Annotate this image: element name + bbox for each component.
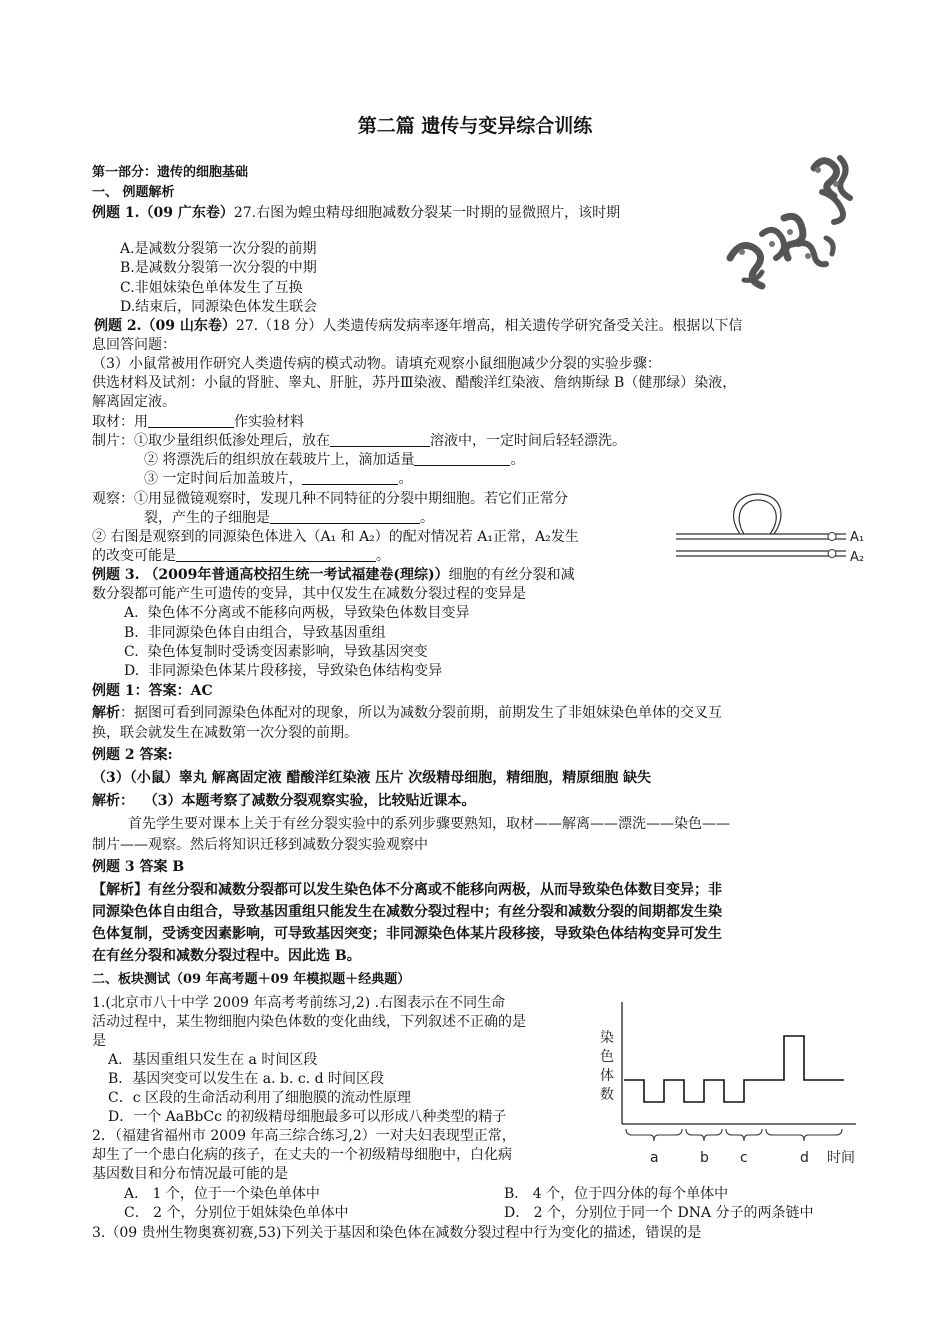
t2-option-d: D． 2 个，分别位于同一个 DNA 分子的两条链中 bbox=[504, 1205, 814, 1221]
section-heading-1: 一、 例题解析 bbox=[92, 185, 175, 200]
answer-3-head: 例题 3 答案 B bbox=[92, 859, 185, 875]
t1-option-a: A．基因重组只发生在 a 时间区段 bbox=[108, 1052, 318, 1068]
q2-line-3: （3）小鼠常被用作研究人类遗传病的模式动物。请填充观察小鼠细胞减少分裂的实验步骤： bbox=[92, 356, 661, 372]
section-heading-2: 二、板块测试（09 年高考题＋09 年模拟题＋经典题） bbox=[92, 972, 411, 987]
q1-option-b: B.是减数分裂第一次分裂的中期 bbox=[120, 260, 317, 276]
y-axis-label bbox=[600, 1029, 614, 1103]
q3-line-2: 数分裂都可能产生可遗传的变异，其中仅发生在减数分裂过程的变异是 bbox=[92, 586, 526, 602]
blank-change[interactable] bbox=[176, 547, 376, 562]
t1-option-c: C．c 区段的生命活动利用了细胞膜的流动性原理 bbox=[108, 1090, 412, 1106]
t1-line-1: 1.(北京市八十中学 2009 年高考考前练习,2) .右图表示在不同生命 bbox=[92, 995, 506, 1011]
t1-option-b: B．基因突变可以发生在 a. b. c. d 时间区段 bbox=[108, 1071, 385, 1087]
series-line bbox=[624, 1036, 844, 1102]
t2-option-c: C． 2 个，分别位于姐妹染色单体中 bbox=[124, 1205, 349, 1221]
q3-b-text: 非同源染色体自由组合，导致基因重组 bbox=[147, 625, 386, 641]
answer-1-line-1 bbox=[92, 704, 722, 723]
category-label: d bbox=[800, 1150, 809, 1166]
make1-suffix: 溶液中，一定时间后轻轻漂洗。 bbox=[430, 433, 626, 449]
q3-head: 例题 3. （2009年普通高校招生统一考试福建卷(理综)） bbox=[92, 567, 449, 583]
q2-make-2 bbox=[144, 451, 524, 470]
category-bracket bbox=[626, 1129, 682, 1141]
make2-prefix: ② 将漂洗后的组织放在载玻片上，滴加适量 bbox=[144, 452, 415, 468]
answer-1-line-2: 换，联会就发生在减数第一次分裂的前期。 bbox=[92, 725, 358, 741]
q2-line-5: 解离固定液。 bbox=[92, 394, 176, 410]
q1-option-d: D.结束后，同源染色体发生联会 bbox=[120, 299, 318, 315]
q3-option-d bbox=[124, 662, 442, 681]
answer-2-text: （3）本题考察了减数分裂观察实验，比较贴近课本。 bbox=[143, 793, 476, 809]
q1-head: 例题 1.（09 广东卷） bbox=[92, 205, 234, 221]
answer-2-line: （3）（小鼠）睾丸 解离固定液 醋酸洋红染液 压片 次级精母细胞，精细胞，精原细胞 缺失 bbox=[92, 770, 652, 786]
blank-solution[interactable] bbox=[330, 432, 430, 447]
make2-suffix: 。 bbox=[510, 452, 525, 468]
obs4-suffix: 。 bbox=[376, 548, 390, 564]
q3-option-c bbox=[124, 643, 428, 662]
answer-1-head: 例题 1：答案：AC bbox=[92, 683, 213, 699]
t2-option-b: B． 4 个，位于四分体的每个单体中 bbox=[504, 1186, 729, 1202]
q1-option-c: C.非姐妹染色单体发生了互换 bbox=[120, 280, 303, 296]
page-title: 第二篇 遗传与变异综合训练 bbox=[357, 115, 593, 137]
y-axis-label-char: 体 bbox=[600, 1068, 614, 1084]
blank-material[interactable] bbox=[148, 413, 234, 428]
q2-obs-2 bbox=[144, 509, 434, 528]
q2-line-2: 息回答问题： bbox=[92, 337, 176, 353]
q3-option-b bbox=[124, 624, 386, 643]
q2-make-3 bbox=[144, 470, 412, 489]
t2-line-3: 基因数目和分布情况最可能的是 bbox=[92, 1166, 288, 1182]
answer-2-para-1: 首先学生要对课本上关于有丝分裂实验中的系列步骤要熟知，取材——解离——漂洗——染色—— bbox=[128, 816, 730, 832]
category-brackets bbox=[626, 1129, 842, 1166]
y-axis-label-char: 色 bbox=[600, 1049, 614, 1065]
answer-1-text-a: ：据图可看到同源染色体配对的现象，所以为减数分裂前期，前期发生了非姐妹染色单体的交叉互 bbox=[120, 705, 722, 721]
label-a2: A₂ bbox=[850, 550, 865, 565]
answer-3-line-4: 在有丝分裂和减数分裂过程中。因此选 B。 bbox=[92, 948, 361, 964]
t3-line-1: 3.（09 贵州生物奥赛初赛,53)下列关于基因和染色体在减数分裂过程中行为变化的描述，错误的是 bbox=[92, 1225, 702, 1241]
q2-take bbox=[92, 413, 304, 432]
q2-head: 例题 2.（09 山东卷） bbox=[94, 318, 236, 334]
t1-line-2: 活动过程中，某生物细胞内染色体数的变化曲线，下列叙述不正确的是 bbox=[92, 1014, 526, 1030]
blank-stain[interactable] bbox=[414, 451, 510, 466]
category-bracket bbox=[686, 1129, 722, 1141]
y-axis-label-char: 数 bbox=[600, 1087, 614, 1103]
t1-line-3: 是 bbox=[92, 1033, 106, 1049]
obs2-prefix: 裂，产生的子细胞是 bbox=[144, 510, 270, 526]
q1-option-a: A.是减数分裂第一次分裂的前期 bbox=[120, 241, 317, 257]
answer-1-label: 解析 bbox=[92, 705, 120, 721]
chart-axes bbox=[622, 1002, 856, 1124]
t1-option-d: D．一个 AaBbCc 的初级精母细胞最多可以形成八种类型的精子 bbox=[108, 1109, 507, 1125]
q2-obs-3: ② 右图是观察到的同源染色体进入（A₁ 和 A₂）的配对情况若 A₁正常，A₂发生 bbox=[92, 529, 579, 545]
part-heading: 第一部分：遗传的细胞基础 bbox=[92, 165, 249, 180]
chromosome-micrograph bbox=[722, 148, 866, 294]
q2-stem: 27.（18 分）人类遗传病发病率逐年增高，相关遗传学研究备受关注。根据以下信 bbox=[235, 318, 743, 334]
q3-d-letter: D. bbox=[124, 663, 140, 679]
q3-a-text: 染色体不分离或不能移向两极，导致染色体数目变异 bbox=[147, 605, 470, 621]
q3-c-letter: C. bbox=[124, 644, 139, 660]
take-prefix: 取材：用 bbox=[92, 414, 148, 430]
answer-3-line-3: 色体复制，受诱变因素影响，可导致基因突变；非同源染色体某片段移接，导致染色体结构变异可发生 bbox=[92, 926, 722, 942]
answer-2-analysis bbox=[92, 792, 476, 811]
category-label: a bbox=[650, 1150, 659, 1166]
q3-a-letter: A. bbox=[124, 605, 139, 621]
t2-option-a: A． 1 个，位于一个染色单体中 bbox=[124, 1186, 320, 1202]
make1-prefix: 制片：①取少量组织低渗处理后，放在 bbox=[92, 433, 330, 449]
obs4-prefix: 的改变可能是 bbox=[92, 548, 176, 564]
q3-d-text: 非同源染色体某片段移接，导致染色体结构变异 bbox=[148, 663, 443, 679]
q1-stem: 27.右图为蝗虫精母细胞减数分裂某一时期的显微照片，该时期 bbox=[233, 205, 621, 221]
category-bracket bbox=[726, 1129, 762, 1141]
answer-2-head: 例题 2 答案: bbox=[92, 747, 173, 763]
make3-suffix: 。 bbox=[398, 471, 413, 487]
answer-3-line-1: 【解析】有丝分裂和减数分裂都可以发生染色体不分离或不能移向两极，从而导致染色体数目变异；非 bbox=[92, 882, 722, 898]
q2-line-1 bbox=[94, 317, 742, 336]
q3-c-text: 染色体复制时受诱变因素影响，导致基因突变 bbox=[147, 644, 428, 660]
answer-2-label: 解析： bbox=[92, 793, 134, 809]
make3-prefix: ③ 一定时间后加盖玻片， bbox=[144, 471, 303, 487]
answer-2-para-2: 制片——观察。然后将知识迁移到减数分裂实验观察中 bbox=[92, 837, 428, 853]
y-axis-label-char: 染 bbox=[600, 1030, 614, 1046]
q1-line bbox=[92, 204, 620, 223]
label-a1: A₁ bbox=[850, 530, 865, 545]
x-axis-label: 时间 bbox=[827, 1150, 855, 1166]
q2-obs-1: 观察：①用显微镜观察时，发现几种不同特征的分裂中期细胞。若它们正常分 bbox=[92, 491, 568, 507]
obs2-suffix: 。 bbox=[420, 510, 434, 526]
q2-obs-4 bbox=[92, 547, 390, 566]
q3-option-a bbox=[124, 604, 469, 623]
category-label: c bbox=[740, 1150, 748, 1166]
category-bracket bbox=[766, 1129, 842, 1141]
q3-line-1 bbox=[92, 566, 575, 585]
q3-b-letter: B. bbox=[124, 625, 139, 641]
answer-3-line-2: 同源染色体自由组合，导致基因重组只能发生在减数分裂过程中；有丝分裂和减数分裂的间期都发生染 bbox=[92, 904, 722, 920]
t2-line-2: 却生了一个患白化病的孩子，在丈夫的一个初级精母细胞中，白化病 bbox=[92, 1147, 512, 1163]
q3-stem-a: 细胞的有丝分裂和减 bbox=[448, 567, 575, 583]
chromosome-pairing-figure bbox=[676, 488, 876, 568]
category-label: b bbox=[700, 1150, 709, 1166]
t2-line-1: 2．（福建省福州市 2009 年高三综合练习,2）一对夫妇表现型正常， bbox=[92, 1128, 516, 1144]
q2-line-4: 供选材料及试剂：小鼠的肾脏、睾丸、肝脏，苏丹Ⅲ染液、醋酸洋红染液、詹纳斯绿 B（健那绿）染液， bbox=[92, 375, 737, 391]
q2-make-1 bbox=[92, 432, 626, 451]
blank-daughter-cells[interactable] bbox=[270, 509, 420, 524]
blank-step[interactable] bbox=[302, 470, 398, 485]
chromosome-number-chart bbox=[594, 996, 864, 1168]
take-suffix: 作实验材料 bbox=[234, 414, 304, 430]
